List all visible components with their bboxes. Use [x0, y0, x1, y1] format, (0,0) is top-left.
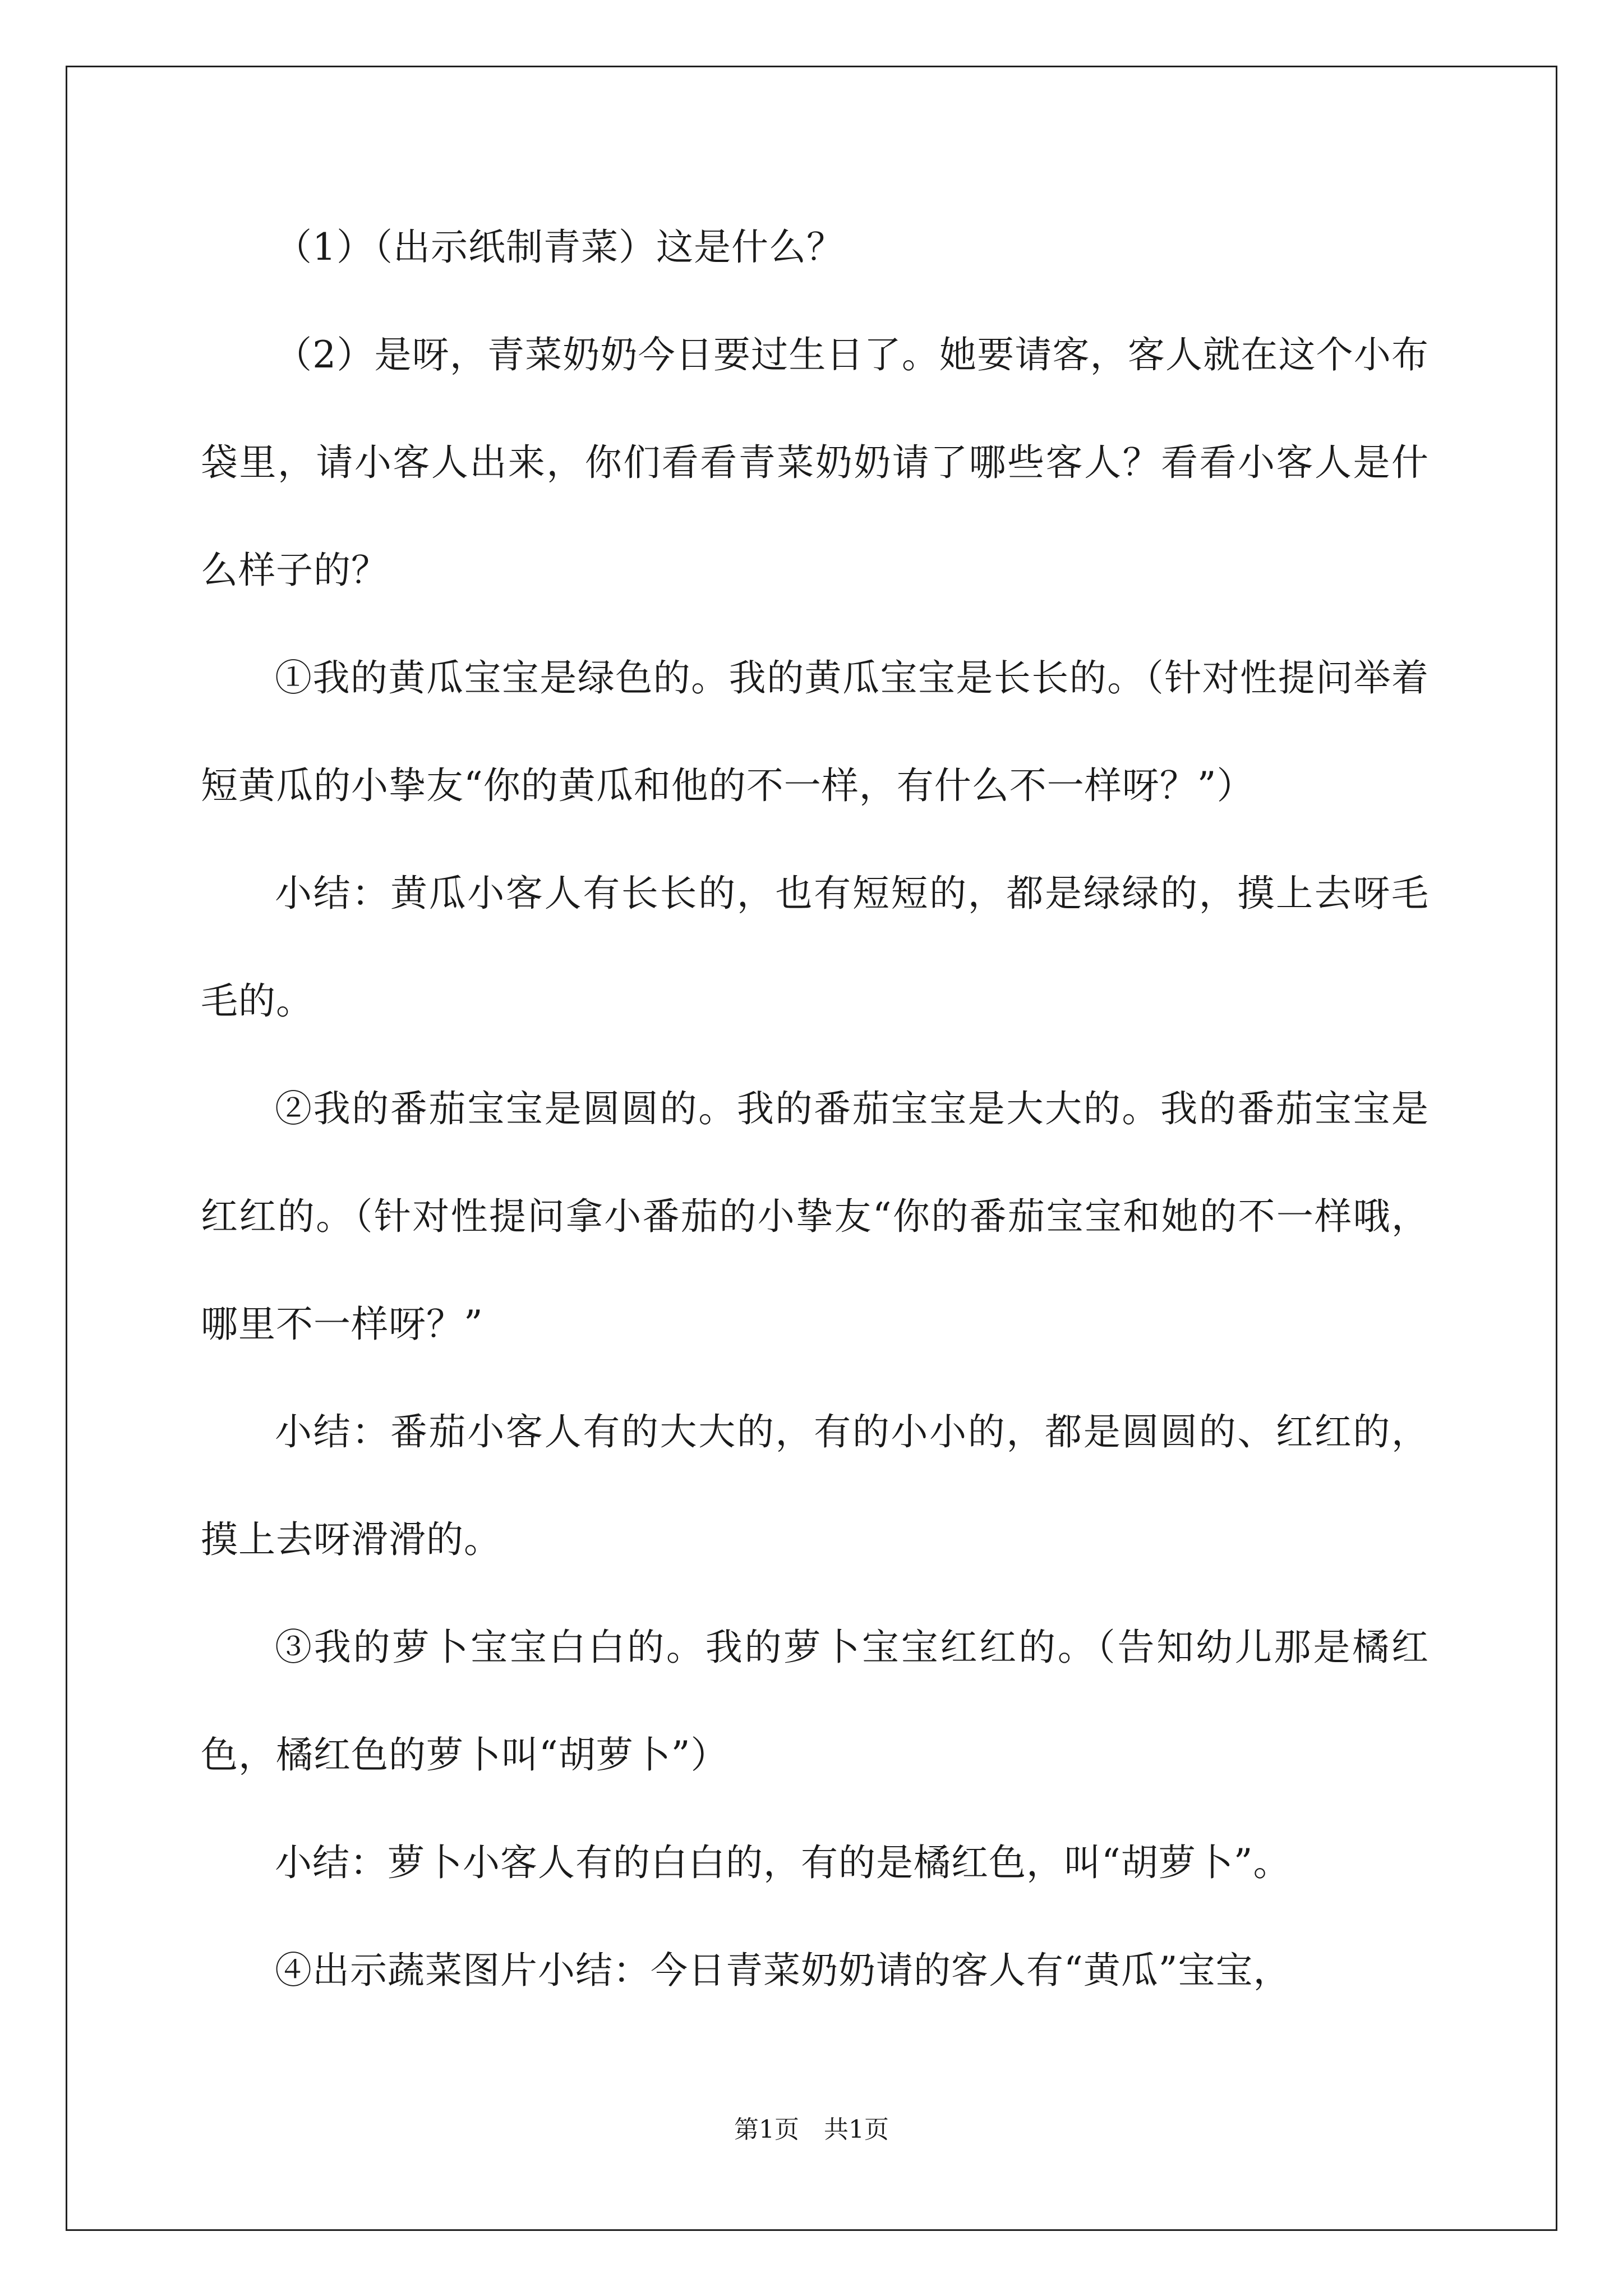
paragraph-1: （1）（出示纸制青菜）这是什么？: [275, 226, 844, 269]
page-total: 共1页: [824, 2115, 889, 2144]
page-footer: [0, 2109, 1623, 2145]
paragraph-6: 小结：番茄小客人有的大大的，有的小小的，都是圆圆的、红红的，摸上去呀滑滑的。: [201, 1410, 1429, 1561]
paragraph-2: （2）是呀，青菜奶奶今日要过生日了。她要请客，客人就在这个小布袋里，请小客人出来，你们看看青菜奶奶请了哪些客人？看看小客人是什么样子的？: [201, 333, 1429, 592]
paragraph-9: ④出示蔬菜图片小结：今日青菜奶奶请的客人有“黄瓜”宝宝，: [275, 1949, 1291, 1992]
paragraph-7: ③我的萝卜宝宝白白的。我的萝卜宝宝红红的。（告知幼儿那是橘红色，橘红色的萝卜叫“胡萝卜”）: [201, 1626, 1429, 1777]
document-body: [201, 194, 1429, 2024]
page-number: 第1页: [734, 2115, 799, 2144]
paragraph-4: 小结：黄瓜小客人有长长的，也有短短的，都是绿绿的，摸上去呀毛毛的。: [201, 872, 1429, 1023]
paragraph-5: ②我的番茄宝宝是圆圆的。我的番茄宝宝是大大的。我的番茄宝宝是红红的。（针对性提问拿小番茄的小挚友“你的番茄宝宝和她的不一样哦，哪里不一样呀？”: [201, 1087, 1429, 1346]
paragraph-8: 小结：萝卜小客人有的白白的，有的是橘红色，叫“胡萝卜”。: [275, 1841, 1291, 1884]
paragraph-3: ①我的黄瓜宝宝是绿色的。我的黄瓜宝宝是长长的。（针对性提问举着短黄瓜的小挚友“你的黄瓜和他的不一样，有什么不一样呀？”）: [201, 656, 1429, 807]
